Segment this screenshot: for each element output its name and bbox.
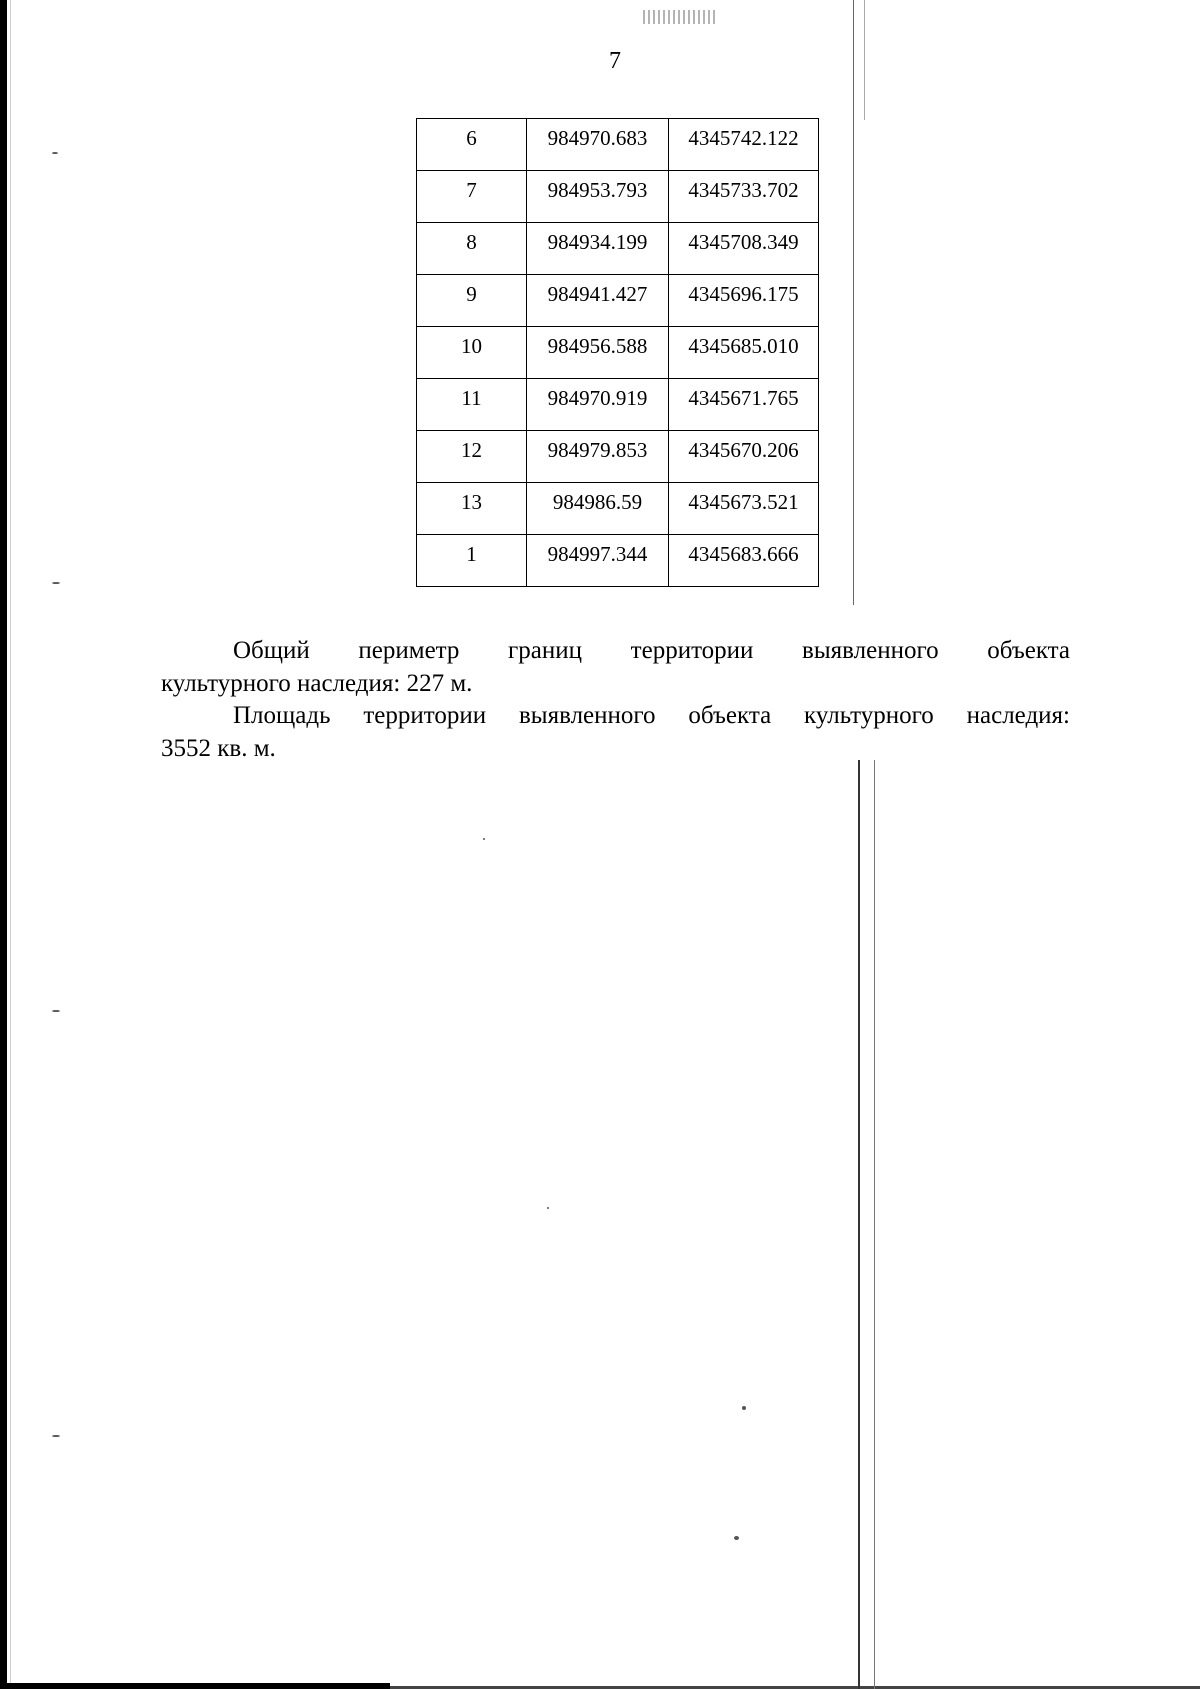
y-coordinate-cell: 4345696.175 (669, 275, 819, 327)
x-coordinate-cell: 984986.59 (527, 483, 669, 535)
point-number-cell: 13 (417, 483, 527, 535)
fold-line-lower-faint (874, 760, 875, 1689)
point-number-cell: 1 (417, 535, 527, 587)
x-coordinate-cell: 984934.199 (527, 223, 669, 275)
table-row (417, 119, 819, 171)
table-row (417, 275, 819, 327)
fold-line-upper-faint (864, 0, 865, 120)
table-row (417, 223, 819, 275)
x-coordinate-cell: 984997.344 (527, 535, 669, 587)
point-number-cell: 8 (417, 223, 527, 275)
coordinates-table (416, 118, 819, 587)
y-coordinate-cell: 4345733.702 (669, 171, 819, 223)
speck (734, 1536, 739, 1540)
table-row (417, 171, 819, 223)
y-coordinate-cell: 4345708.349 (669, 223, 819, 275)
x-coordinate-cell: 984970.683 (527, 119, 669, 171)
table-row (417, 431, 819, 483)
point-number-cell: 6 (417, 119, 527, 171)
y-coordinate-cell: 4345671.765 (669, 379, 819, 431)
point-number-cell: 10 (417, 327, 527, 379)
area-line-2: 3552 кв. м. (161, 735, 276, 762)
area-line-1: Площадь территории выявленного объекта культурного наследия: (233, 702, 1070, 729)
table-row (417, 483, 819, 535)
fold-line-lower (858, 760, 860, 1689)
y-coordinate-cell: 4345742.122 (669, 119, 819, 171)
speck (52, 152, 58, 154)
x-coordinate-cell: 984941.427 (527, 275, 669, 327)
table-row (417, 379, 819, 431)
perimeter-line-2: культурного наследия: 227 м. (161, 670, 473, 697)
perimeter-line-1: Общий периметр границ территории выявленного объекта (233, 637, 1070, 664)
point-number-cell: 9 (417, 275, 527, 327)
scan-edge-left (0, 0, 7, 1689)
y-coordinate-cell: 4345685.010 (669, 327, 819, 379)
scan-edge-left-thin (10, 0, 11, 1689)
speck (483, 838, 485, 840)
speck (52, 1435, 60, 1437)
coordinates-table-body (417, 119, 819, 587)
fold-line-upper (853, 0, 854, 605)
scan-edge-bottom (0, 1683, 390, 1689)
x-coordinate-cell: 984979.853 (527, 431, 669, 483)
area-paragraph (161, 699, 1070, 765)
speck (547, 1207, 549, 1209)
y-coordinate-cell: 4345670.206 (669, 431, 819, 483)
table-row (417, 535, 819, 587)
y-coordinate-cell: 4345683.666 (669, 535, 819, 587)
x-coordinate-cell: 984956.588 (527, 327, 669, 379)
speck (52, 582, 60, 584)
x-coordinate-cell: 984953.793 (527, 171, 669, 223)
speck (52, 1010, 60, 1012)
speck (742, 1406, 746, 1410)
stamp-smudge (643, 10, 715, 24)
y-coordinate-cell: 4345673.521 (669, 483, 819, 535)
point-number-cell: 12 (417, 431, 527, 483)
page-number: 7 (609, 48, 621, 74)
perimeter-paragraph (161, 634, 1070, 700)
table-row (417, 327, 819, 379)
point-number-cell: 7 (417, 171, 527, 223)
point-number-cell: 11 (417, 379, 527, 431)
x-coordinate-cell: 984970.919 (527, 379, 669, 431)
